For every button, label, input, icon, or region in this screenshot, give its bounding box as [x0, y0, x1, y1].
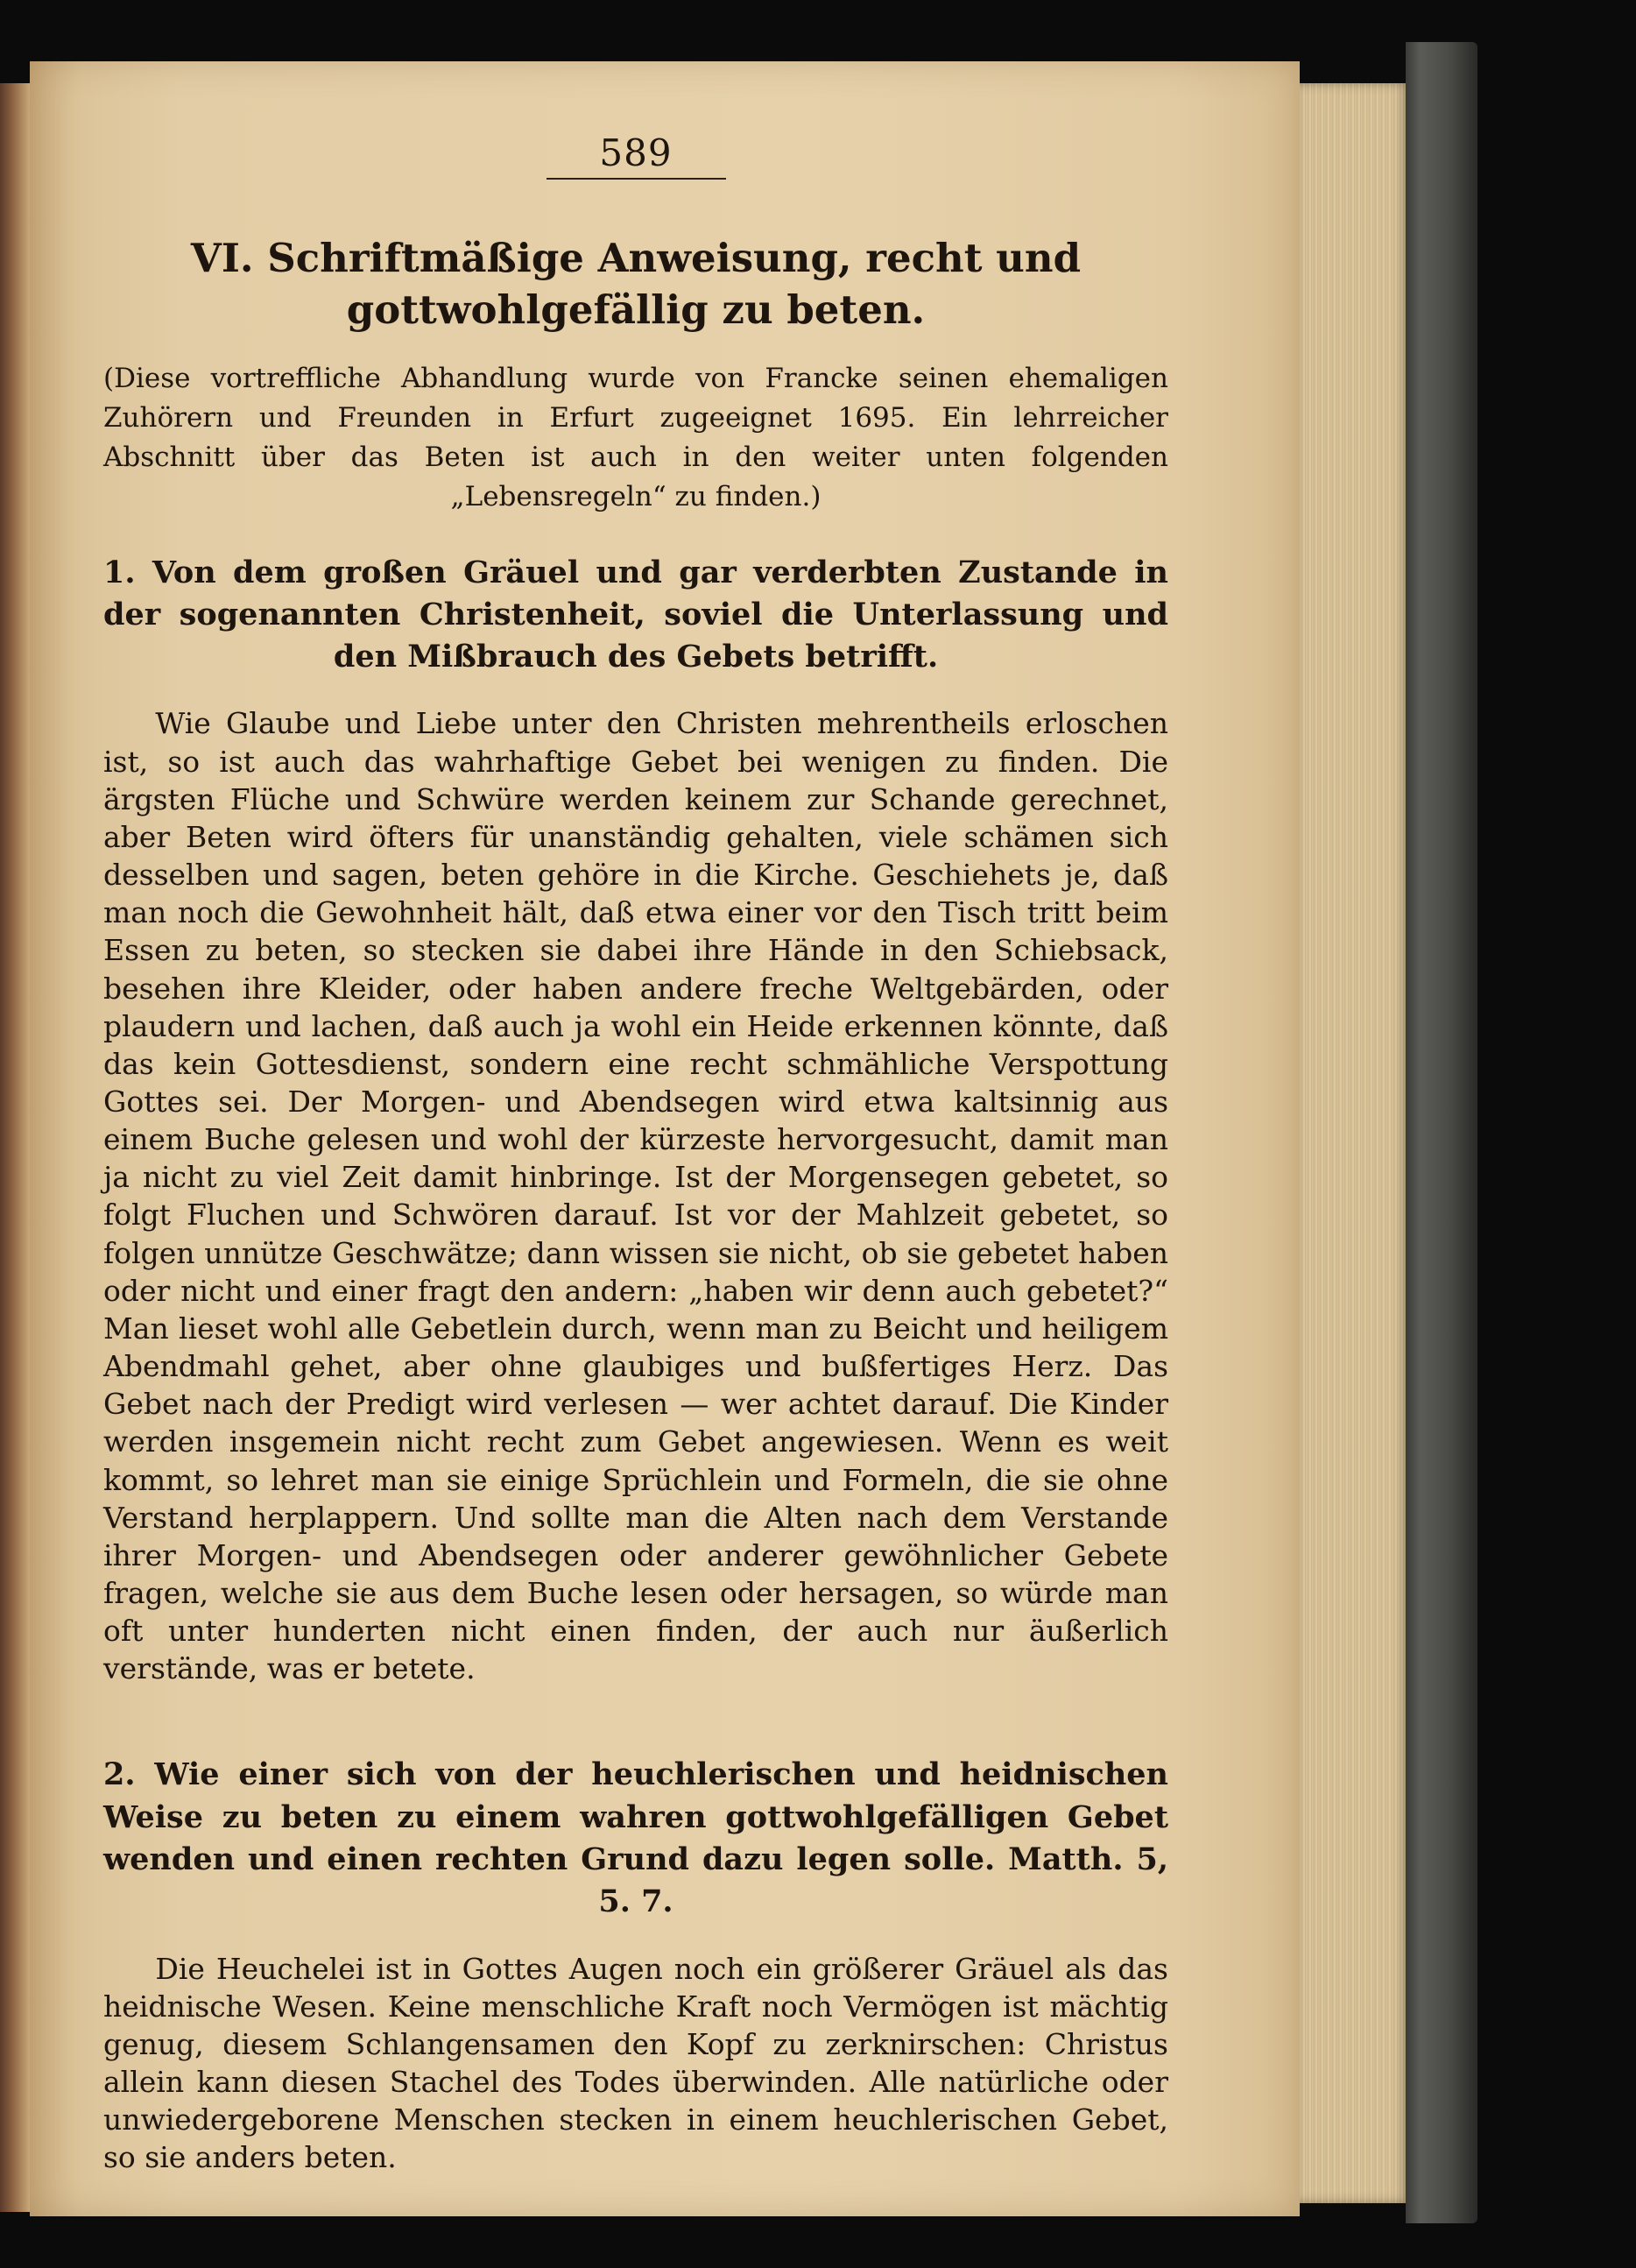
section-heading-2: 2. Wie einer sich von der heuchlerischen und heidnischen Weise zu beten zu einem wahren gottwohlgefälligen Gebet wenden und einen rechten Grund dazu legen solle. Matth. 5, 5. 7.	[103, 1756, 1168, 1920]
facing-page-edge	[0, 83, 30, 2212]
chapter-note: (Diese vortreffliche Abhandlung wurde von Francke seinen ehemaligen Zuhörern und Freunden in Erfurt zugeeignet 1695. Ein lehrreicher Abschnitt über das Beten ist auch in den weiter unten folgenden „Lebensregeln“ zu finden.)	[103, 362, 1168, 512]
section-paragraph-1: Wie Glaube und Liebe unter den Christen mehrentheils erloschen ist, so ist auch das wahrhaftige Gebet bei wenigen zu finden. Die ärgsten Flüche und Schwüre werden keinem zur Schande gerechnet, aber Beten wird öfters für unanständig gehalten, viele schämen sich desselben und sagen, beten gehöre in die Kirche. Geschiehets je, daß man noch die Gewohnheit hält, daß etwa einer vor den Tisch tritt beim Essen zu beten, so stecken sie dabei ihre Hände in den Schiebsack, besehen ihre Kleider, oder haben andere freche Weltgebärden, oder plaudern und lachen, daß auch ja wohl ein Heide erkennen könnte, daß das kein Gottesdienst, sondern eine recht schmähliche Verspottung Gottes sei. Der Morgen- und Abendsegen wird etwa kaltsinnig aus einem Buche gelesen und wohl der kürzeste hervorgesucht, damit man ja nicht zu viel Zeit damit hinbringe. Ist der Morgensegen gebetet, so folgt Fluchen und Schwören darauf. Ist vor der Mahlzeit gebetet, so folgen unnütze Geschwätze; dann wissen sie nicht, ob sie gebetet haben oder nicht und einer fragt den andern: „haben wir denn auch gebetet?“ Man lieset wohl alle Gebetlein durch, wenn man zu Beicht und heiligem Abendmahl gehet, aber ohne glaubiges und bußfertiges Herz. Das Gebet nach der Predigt wird verlesen — wer achtet darauf. Die Kinder werden insgemein nicht recht zum Gebet angewiesen. Wenn es weit kommt, so lehret man sie einige Sprüchlein und Formeln, die sie ohne Verstand herplappern. Und sollte man die Alten nach dem Verstande ihrer Morgen- und Abendsegen oder anderer gewöhnlicher Gebete fragen, welche sie aus dem Buche lesen oder hersagen, so würde man oft unter hunderten nicht einen finden, der auch nur äußerlich verstände, was er betete.	[103, 706, 1168, 1686]
page-number-rule	[547, 178, 726, 180]
page-content	[103, 131, 1168, 2177]
section-heading-1: 1. Von dem großen Gräuel und gar verderbten Zustande in der sogenannten Christenheit, soviel die Unterlassung und den Mißbrauch des Gebets betrifft.	[103, 554, 1168, 675]
page-edge-stack	[1300, 83, 1409, 2203]
section-paragraph-2: Die Heuchelei ist in Gottes Augen noch ein größerer Gräuel als das heidnische Wesen. Keine menschliche Kraft noch Vermögen ist mächtig genug, diesem Schlangensamen den Kopf zu zerknirschen: Christus allein kann diesen Stachel des Todes überwinden. Alle natürliche oder unwiedergeborene Menschen stecken in einem heuchlerischen Gebet, so sie anders beten.	[103, 1951, 1168, 2175]
chapter-title: VI. Schriftmäßige Anweisung, recht und gottwohlgefällig zu beten.	[190, 235, 1082, 334]
book-cover	[1406, 42, 1477, 2223]
page-number: 589	[599, 131, 673, 174]
